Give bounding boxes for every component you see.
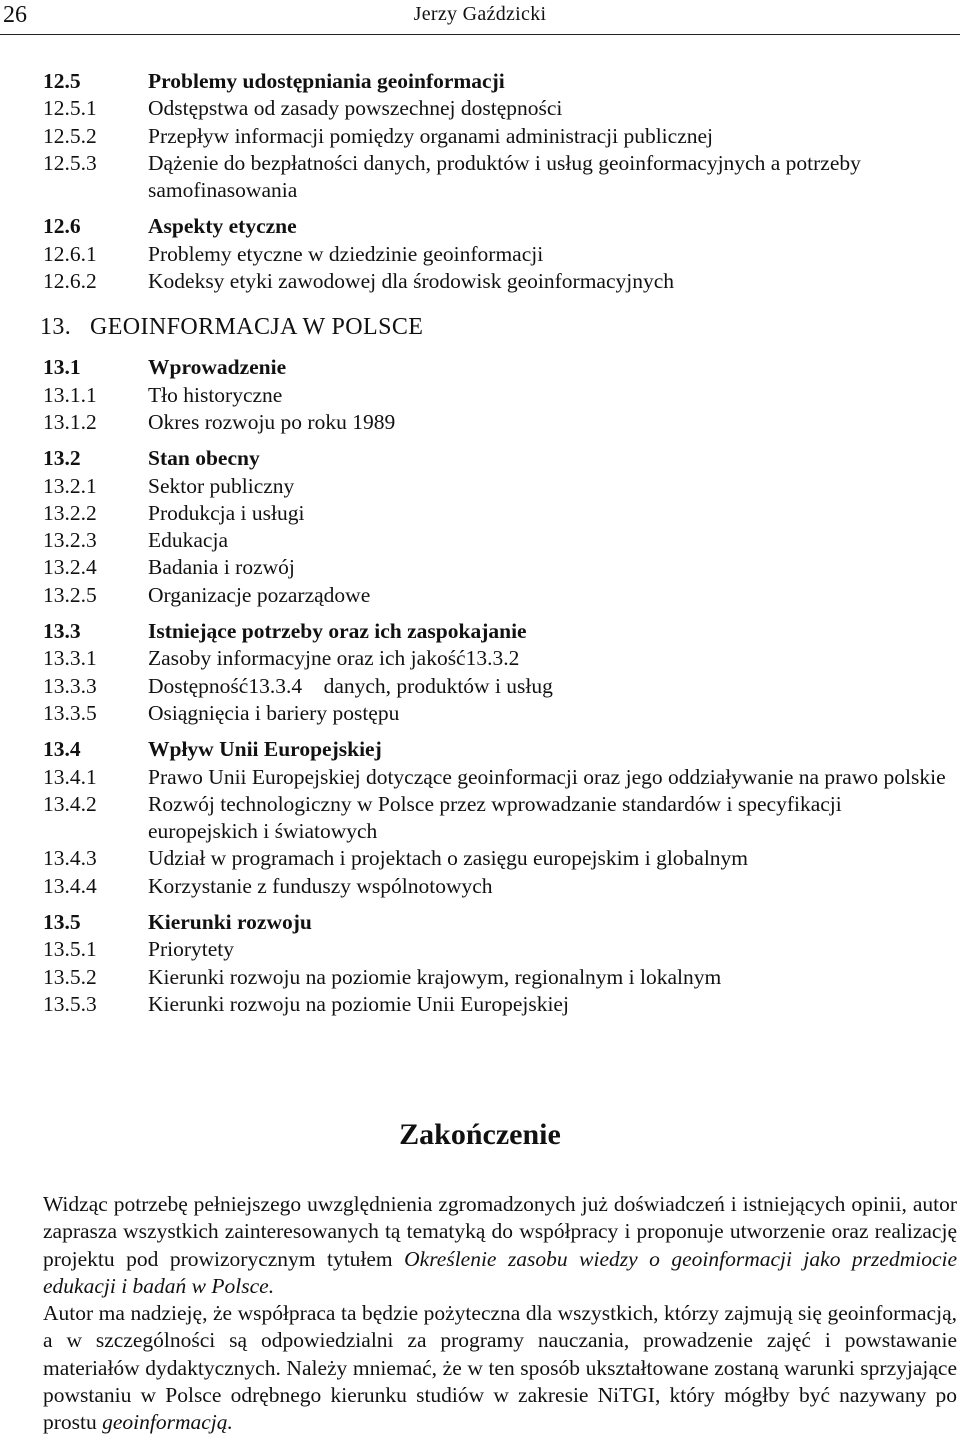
- toc-section: [0, 445, 960, 472]
- toc-title: Rozwój technologiczny w Polsce przez wprowadzanie standardów i specyfikacji europejskich i światowych: [148, 791, 842, 844]
- toc-subsection: [0, 554, 960, 581]
- toc-subsection: [0, 645, 960, 672]
- toc-title: Badania i rozwój: [148, 555, 295, 580]
- toc-number: 13.1.1: [43, 382, 97, 407]
- toc-chapter: [0, 312, 960, 342]
- toc-subsection: [0, 268, 960, 295]
- toc-title: Organizacje pozarządowe: [148, 582, 371, 607]
- toc-number: 13.3.1: [43, 646, 97, 671]
- toc-title: Odstępstwa od zasady powszechnej dostępności: [148, 96, 563, 121]
- toc-title: Wprowadzenie: [148, 355, 287, 380]
- toc-title: Kodeksy etyki zawodowej dla środowisk geoinformacyjnych: [148, 269, 675, 294]
- toc-subsection: [0, 150, 960, 205]
- table-of-contents: [0, 68, 960, 1018]
- toc-subsection: [0, 791, 960, 846]
- toc-number: 13.4: [43, 737, 81, 762]
- toc-section: [0, 618, 960, 645]
- toc-title: Kierunki rozwoju na poziomie Unii Europejskiej: [148, 991, 569, 1016]
- toc-number: 12.5.2: [43, 123, 97, 148]
- toc-subsection: [0, 936, 960, 963]
- closing-italic: geoinformacją.: [102, 1410, 233, 1435]
- toc-subsection: [0, 845, 960, 872]
- toc-subsection: [0, 991, 960, 1018]
- toc-section: [0, 909, 960, 936]
- toc-subsection: [0, 873, 960, 900]
- running-head-author: Jerzy Gaździcki: [413, 3, 547, 25]
- toc-subsection: [0, 764, 960, 791]
- toc-title: Produkcja i usługi: [148, 500, 305, 525]
- toc-number: 13.2: [43, 446, 81, 471]
- toc-subsection: [0, 409, 960, 436]
- toc-title: Przepływ informacji pomiędzy organami administracji publicznej: [148, 123, 714, 148]
- toc-title: Kierunki rozwoju na poziomie krajowym, regionalnym i lokalnym: [148, 964, 722, 989]
- toc-section: [0, 68, 960, 95]
- toc-title: Wpływ Unii Europejskiej: [148, 737, 382, 762]
- toc-subsection: [0, 382, 960, 409]
- toc-number: 13.1: [43, 355, 81, 380]
- toc-number: 13.4.1: [43, 764, 97, 789]
- toc-title: Dostępność13.3.4 danych, produktów i usług: [148, 673, 553, 698]
- toc-number: 12.6: [43, 214, 81, 239]
- toc-number: 12.5.1: [43, 96, 97, 121]
- conclusion-paragraph-1: [43, 1191, 957, 1300]
- page-number: 26: [3, 2, 27, 28]
- project-title-italic: Określenie zasobu wiedzy o geoinformacji jako przedmiocie edukacji i badań w Polsce.: [43, 1246, 957, 1298]
- toc-section: [0, 736, 960, 763]
- toc-number: 13.4.4: [43, 873, 97, 898]
- toc-subsection: [0, 582, 960, 609]
- toc-title: Dążenie do bezpłatności danych, produktów i usług geoinformacyjnych a potrzeby samofinasowania: [148, 150, 861, 203]
- toc-title: Korzystanie z funduszy wspólnotowych: [148, 873, 493, 898]
- toc-number: 13.4.2: [43, 791, 97, 816]
- toc-subsection: [0, 123, 960, 150]
- toc-subsection: [0, 673, 960, 700]
- toc-title: Tło historyczne: [148, 382, 283, 407]
- conclusion-body: [43, 1191, 957, 1437]
- toc-number: 13.5.2: [43, 964, 97, 989]
- toc-subsection: [0, 700, 960, 727]
- paragraph-text: Widząc potrzebę pełniejszego uwzględnienia zgromadzonych już doświadczeń i istniejących opinii, autor zaprasza wszystkich zainteresowanych tą tematyką do współpracy i proponuje utworzenie oraz realizację projektu pod prowizorycznym tytułem: [43, 1192, 957, 1271]
- paragraph-text: Autor ma nadzieję, że współpraca ta będzie pożyteczna dla wszystkich, którzy zajmują się geoinformacją, a w szczególności są odpowiedzialni za programy nauczania, prowadzenie zajęć i powstawanie materiałów dydaktycznych. Należy mniemać, że w ten sposób ukształtowane zostaną warunki sprzyjające powstaniu w Polsce odrębnego kierunku studiów w zakresie NiTGI, który mógłby być nazywany po prostu: [43, 1301, 957, 1435]
- toc-number: 13.3.3: [43, 673, 97, 698]
- toc-title: Sektor publiczny: [148, 473, 295, 498]
- toc-title: Prawo Unii Europejskiej dotyczące geoinformacji oraz jego oddziaływanie na prawo polskie: [148, 764, 946, 789]
- toc-number: 12.6.2: [43, 269, 97, 294]
- toc-number: 12.5.3: [43, 150, 97, 175]
- toc-section: [0, 213, 960, 240]
- toc-number: 13.3.5: [43, 700, 97, 725]
- toc-subsection: [0, 500, 960, 527]
- toc-subsection: [0, 95, 960, 122]
- toc-title: Stan obecny: [148, 446, 260, 471]
- toc-chapter-title: GEOINFORMACJA W POLSCE: [90, 314, 424, 341]
- toc-number: 13.5: [43, 910, 81, 935]
- toc-title: Udział w programach i projektach o zasięgu europejskim i globalnym: [148, 846, 749, 871]
- toc-title: Osiągnięcia i bariery postępu: [148, 700, 400, 725]
- toc-number: 13.2.4: [43, 555, 97, 580]
- toc-section: [0, 354, 960, 381]
- toc-number: 13.1.2: [43, 409, 97, 434]
- toc-title: Aspekty etyczne: [148, 214, 297, 239]
- toc-title: Priorytety: [148, 937, 234, 962]
- toc-chapter-number: 13.: [40, 314, 72, 341]
- toc-number: 13.3: [43, 619, 81, 644]
- toc-title: Problemy etyczne w dziedzinie geoinformacji: [148, 241, 544, 266]
- conclusion-paragraph-2: [43, 1300, 957, 1436]
- toc-title: Edukacja: [148, 528, 228, 553]
- toc-title: Okres rozwoju po roku 1989: [148, 409, 396, 434]
- page-header: [0, 0, 960, 35]
- toc-number: 12.6.1: [43, 241, 97, 266]
- toc-number: 13.4.3: [43, 846, 97, 871]
- conclusion-heading: Zakończenie: [399, 1118, 561, 1151]
- toc-subsection: [0, 241, 960, 268]
- toc-number: 13.2.2: [43, 500, 97, 525]
- toc-number: 13.5.1: [43, 937, 97, 962]
- toc-subsection: [0, 527, 960, 554]
- toc-number: 12.5: [43, 69, 81, 93]
- toc-number: 13.2.1: [43, 473, 97, 498]
- toc-title: Problemy udostępniania geoinformacji: [148, 69, 505, 93]
- toc-subsection: [0, 964, 960, 991]
- toc-number: 13.2.3: [43, 528, 97, 553]
- toc-number: 13.2.5: [43, 582, 97, 607]
- toc-title: Zasoby informacyjne oraz ich jakość13.3.2: [148, 646, 520, 671]
- toc-title: Istniejące potrzeby oraz ich zaspokajanie: [148, 619, 527, 644]
- toc-title: Kierunki rozwoju: [148, 910, 312, 935]
- toc-subsection: [0, 473, 960, 500]
- toc-number: 13.5.3: [43, 991, 97, 1016]
